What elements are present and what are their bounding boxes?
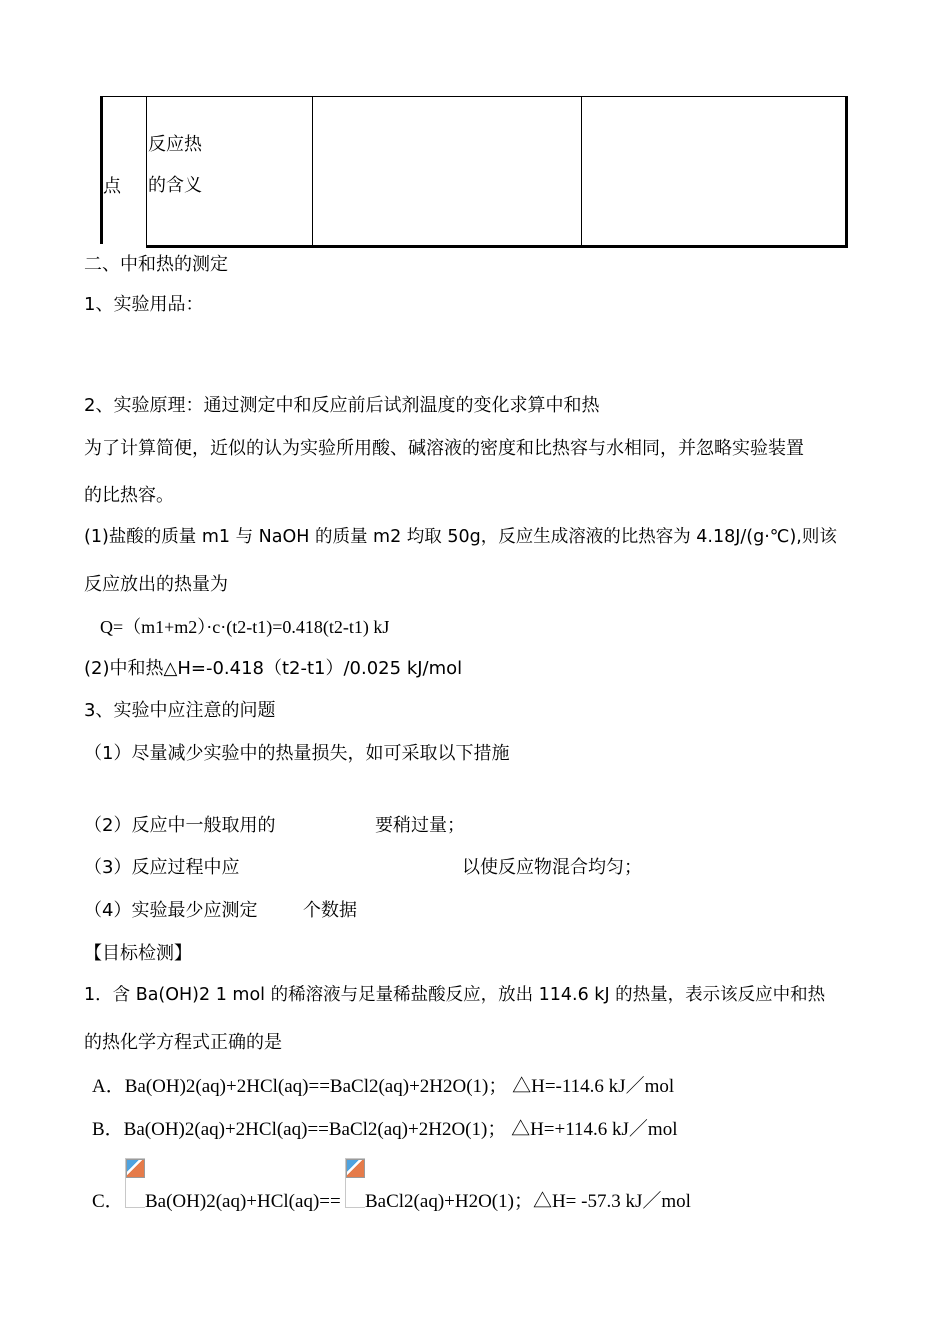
question: 的热化学方程式正确的是	[84, 1032, 282, 1053]
paragraph: （2）反应中一般取用的	[84, 815, 276, 836]
paragraph: 反应放出的热量为	[84, 574, 228, 595]
question: 1．含 Ba(OH)2 1 mol 的稀溶液与足量稀盐酸反应，放出 114.6 kJ 的热量，表示该反应中和热	[84, 985, 826, 1005]
table-col-divider-2	[312, 96, 313, 247]
table-cell-line1: 反应热	[148, 134, 202, 155]
option-a: A．Ba(OH)2(aq)+2HCl(aq)==BaCl2(aq)+2H2O(1)； △H=-114.6 kJ／mol	[92, 1076, 675, 1097]
paragraph: 要稍过量；	[375, 815, 465, 836]
option-b: B．Ba(OH)2(aq)+2HCl(aq)==BaCl2(aq)+2H2O(1)； △H=+114.6 kJ／mol	[92, 1119, 678, 1140]
paragraph: 为了计算简便，近似的认为实验所用酸、碱溶液的密度和比热容与水相同，并忽略实验装置	[84, 438, 804, 459]
paragraph: 1、实验用品：	[84, 294, 204, 315]
option-c-part1: Ba(OH)2(aq)+HCl(aq)==	[145, 1191, 341, 1212]
paragraph: 2、实验原理：通过测定中和反应前后试剂温度的变化求算中和热	[84, 395, 600, 416]
table-top-border	[100, 96, 848, 97]
table-right-border	[845, 96, 848, 248]
paragraph: （3）反应过程中应	[84, 857, 240, 878]
table-cell-line2: 的含义	[148, 175, 202, 196]
table-bottom-border	[146, 245, 848, 248]
option-c-part2: BaCl2(aq)+H2O(1)；△H= -57.3 kJ／mol	[365, 1191, 691, 1212]
broken-image-icon	[125, 1158, 145, 1208]
paragraph: （1）尽量减少实验中的热量损失，如可采取以下措施	[84, 743, 510, 764]
broken-image-icon	[345, 1158, 365, 1208]
paragraph: 的比热容。	[84, 485, 174, 506]
option-c-label: C．	[92, 1191, 124, 1212]
table-cell-left: 点	[103, 176, 121, 197]
paragraph: 3、实验中应注意的问题	[84, 700, 276, 721]
table-col-divider-3	[581, 96, 582, 247]
paragraph: 以使反应物混合均匀；	[462, 857, 642, 878]
section-heading: 二、中和热的测定	[84, 254, 228, 275]
formula: Q=（m1+m2）·c·(t2-t1)=0.418(t2-t1) kJ	[100, 617, 390, 637]
formula: (2)中和热△H=-0.418（t2-t1）/0.025 kJ/mol	[84, 658, 463, 679]
paragraph: (1)盐酸的质量 m1 与 NaOH 的质量 m2 均取 50g，反应生成溶液的比热容为 4.18J/(g·℃),则该	[84, 527, 837, 547]
paragraph: 个数据	[303, 900, 357, 921]
image-placeholder-icon	[346, 1159, 365, 1178]
section-heading: 【目标检测】	[84, 943, 192, 964]
table-col-divider-1	[146, 96, 147, 247]
image-placeholder-icon	[126, 1159, 145, 1178]
table-left-border	[100, 96, 103, 244]
paragraph: （4）实验最少应测定	[84, 900, 258, 921]
